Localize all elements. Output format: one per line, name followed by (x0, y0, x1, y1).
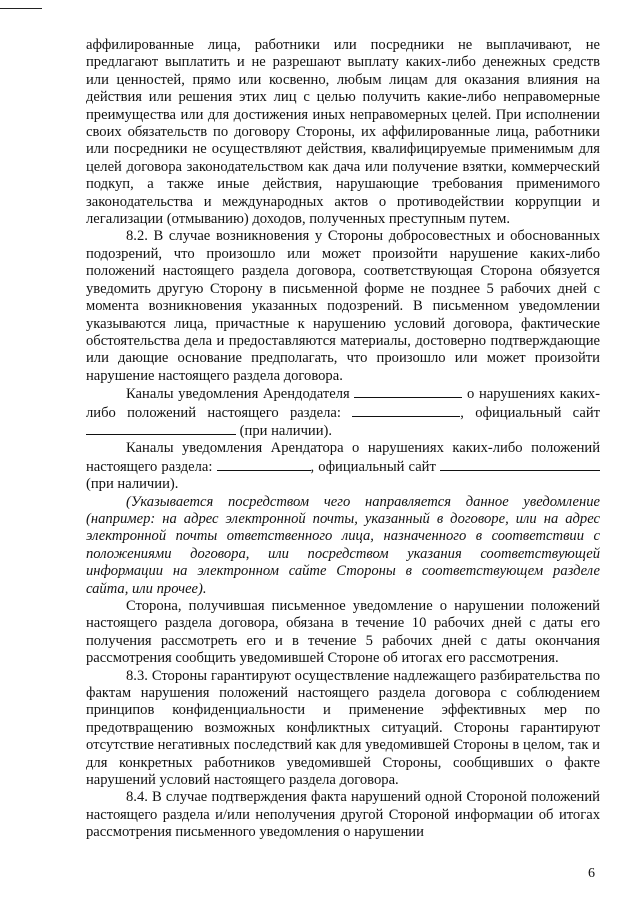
document-body (86, 37, 600, 842)
paragraph-8-3: 8.3. Стороны гарантируют осуществление надлежащего разбирательства по фактам нарушения положений настоящего раздела договора с соблюдением принципов конфиденциальности и применение эффективных мер по предотвращению возможных конфликтных ситуаций. Стороны гарантируют отсутствие негативных последствий как для уведомившей Стороны в целом, так и для конкретных работников уведомившей Стороны, сообщивших о факте нарушений условий настоящего раздела договора. (86, 667, 600, 789)
landlord-channels-blank (354, 385, 462, 398)
page-number: 6 (588, 866, 595, 881)
tenant-channels-label: Каналы уведомления Арендатора о нарушениях каких-либо положений настоящего раздела: (86, 440, 600, 475)
scan-corner-mark (0, 0, 42, 9)
paragraph-anticorruption-obligations: аффилированные лица, работники или посредники не выплачивают, не предлагают выплатить и не разрешают выплату каких-либо денежных средств или ценностей, прямо или косвенно, любым лицам для оказания влияния на действия или решения этих лиц с целью получить какие-либо неправомерные преимущества или для достижения иных неправомерных целей. При исполнении своих обязательств по договору Стороны, их аффилированные лица, работники или посредники не осуществляют действия, квалифицируемые применимым для целей договора законодательством как дача или получение взятки, коммерческий подкуп, а также иные действия, нарушающие требования применимого законодательства и международных актов о противодействии коррупции и легализации (отмыванию) доходов, полученных преступным путем. (86, 37, 600, 228)
landlord-site-label: , официальный сайт (460, 404, 601, 421)
paragraph-review-terms: Сторона, получившая письменное уведомление о нарушении положений настоящего раздела договора, обязана в течение 10 рабочих дней с даты его получения рассмотреть его и в течение 5 рабочих дней с даты окончания рассмотрения сообщить уведомившей Стороне об итогах его рассмотрения. (86, 598, 600, 667)
landlord-channels-text: о нарушениях каких-либо положений настоящего раздела: (86, 386, 601, 421)
paragraph-8-2: 8.2. В случае возникновения у Стороны добросовестных и обоснованных подозрений, что произошло или может произойти нарушение каких-либо положений настоящего раздела договора, соответствующая Сторона обязуется уведомить другую Сторону в письменной форме не позднее 5 рабочих дней с момента возникновения указанных подозрений. В письменном уведомлении указываются лица, причастные к нарушению условий договора, фактические обстоятельства дела и предоставляются материалы, достоверно подтверждающие или дающие основание предполагать, что произошло или может произойти нарушение настоящего раздела договора. (86, 228, 600, 384)
paragraph-8-4: 8.4. В случае подтверждения факта нарушений одной Стороной положений настоящего раздела и/или неполучения другой Стороной информации об итогах рассмотрения письменного уведомления о нарушении (86, 789, 600, 841)
paragraph-landlord-channels (86, 385, 600, 440)
landlord-site-note: (при наличии). (239, 422, 333, 439)
tenant-site-blank (440, 458, 600, 471)
landlord-channels-label: Каналы уведомления Арендодателя (126, 386, 350, 403)
tenant-site-note: (при наличии). (86, 476, 179, 493)
tenant-site-label: , официальный сайт (310, 458, 436, 475)
paragraph-notification-instructions: (Указывается посредством чего направляется данное уведомление (например: на адрес электронной почты, указанный в договоре, или на адрес электронной почты ответственного лица, назначенного в соответствии с положениями договора, или посредством указания соответствующей информации на электронном сайте Стороны в соответствующем разделе сайта, или прочее). (86, 493, 600, 597)
landlord-email-blank (352, 404, 460, 417)
tenant-channels-blank (217, 458, 311, 471)
landlord-site-blank (86, 422, 236, 435)
paragraph-tenant-channels (86, 440, 600, 493)
